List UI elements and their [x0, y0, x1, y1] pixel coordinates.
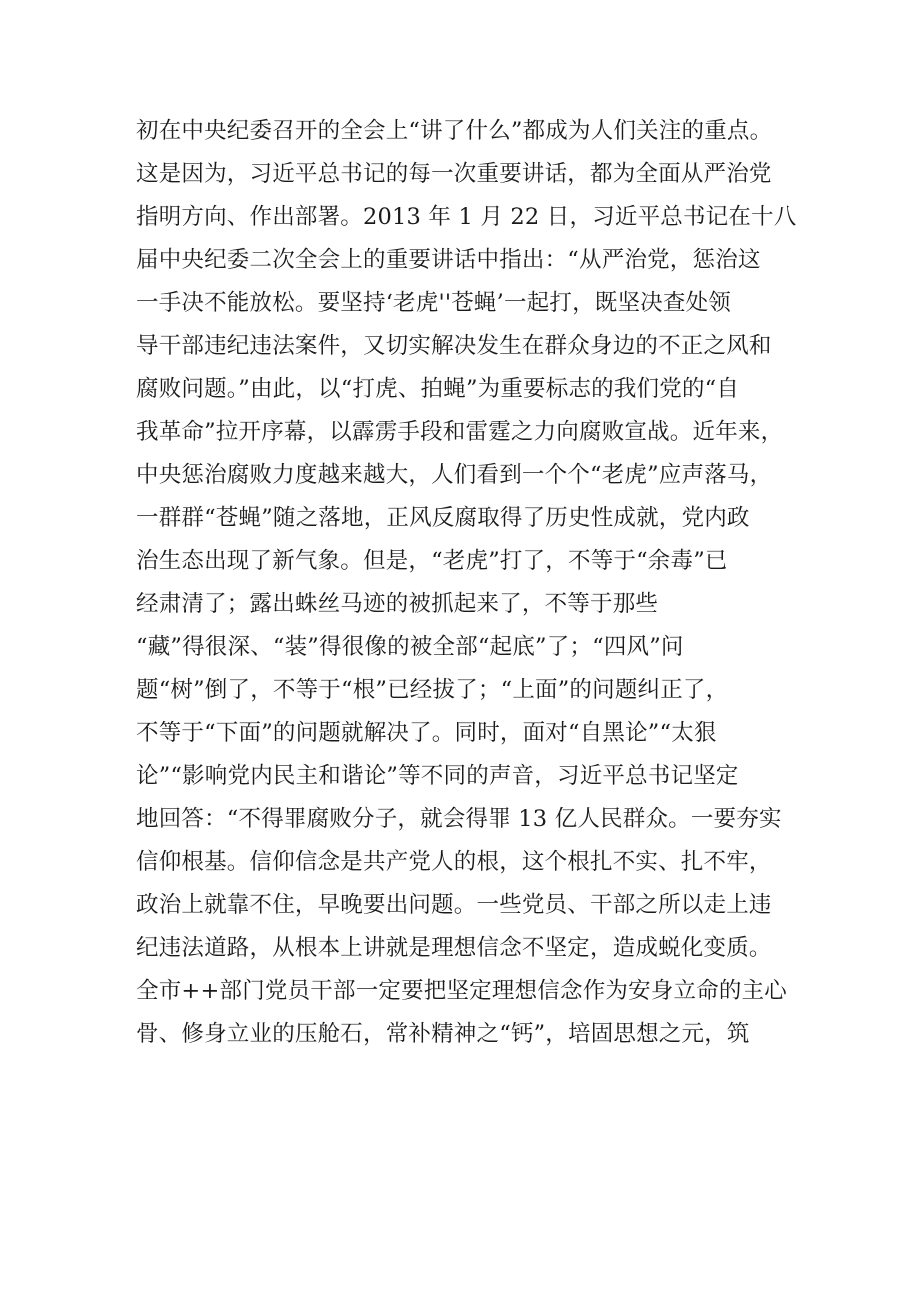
text-line: 届中央纪委二次全会上的重要讲话中指出：“从严治党，惩治这	[136, 247, 761, 273]
text-line: 全市++部门党员干部一定要把坚定理想信念作为安身立命的主心	[136, 978, 788, 1004]
text-line: 政治上就靠不住，早晚要出问题。一些党员、干部之所以走上违	[136, 892, 772, 918]
text-line: 一手决不能放松。要坚持‘老虎''苍蝇’一起打，既坚决查处领	[136, 290, 731, 316]
text-line: “藏”得很深、“装”得很像的被全部“起底”了；“四风”问	[136, 634, 684, 660]
text-line: 导干部违纪违法案件，又切实解决发生在群众身边的不正之风和	[136, 333, 772, 359]
text-line: 经肃清了；露出蛛丝马迹的被抓起来了，不等于那些	[136, 591, 659, 617]
text-line: 题“树”倒了，不等于“根”已经拔了；“上面”的问题纠正了，	[136, 677, 729, 703]
body-text	[136, 110, 796, 1056]
text-line: 治生态出现了新气象。但是，“老虎”打了，不等于“余毒”已	[136, 548, 728, 574]
text-line: 初在中央纪委召开的全会上“讲了什么”都成为人们关注的重点。	[136, 118, 773, 144]
text-line: 论”“影响党内民主和谐论”等不同的声音，习近平总书记坚定	[136, 763, 739, 789]
text-line: 中央惩治腐败力度越来越大，人们看到一个个“老虎”应声落马，	[136, 462, 773, 488]
text-line: 我革命”拉开序幕，以霹雳手段和雷霆之力向腐败宣战。近年来，	[136, 419, 784, 445]
text-line: 骨、修身立业的压舱石，常补精神之“钙”，培固思想之元，筑	[136, 1021, 750, 1047]
text-line: 指明方向、作出部署。2013 年 1 月 22 日，习近平总书记在十八	[136, 204, 797, 230]
text-line: 一群群“苍蝇”随之落地，正风反腐取得了历史性成就，党内政	[136, 505, 750, 531]
text-line: 地回答：“不得罪腐败分子，就会得罪 13 亿人民群众。一要夯实	[136, 806, 782, 832]
text-line: 纪违法道路，从根本上讲就是理想信念不坚定，造成蜕化变质。	[136, 935, 772, 961]
text-line: 这是因为，习近平总书记的每一次重要讲话，都为全面从严治党	[136, 161, 772, 187]
text-line: 信仰根基。信仰信念是共产党人的根，这个根扎不实、扎不牢，	[136, 849, 772, 875]
text-line: 不等于“下面”的问题就解决了。同时，面对“自黑论”“太狠	[136, 720, 717, 746]
text-line: 腐败问题。”由此，以“打虎、拍蝇”为重要标志的我们党的“自	[136, 376, 740, 402]
